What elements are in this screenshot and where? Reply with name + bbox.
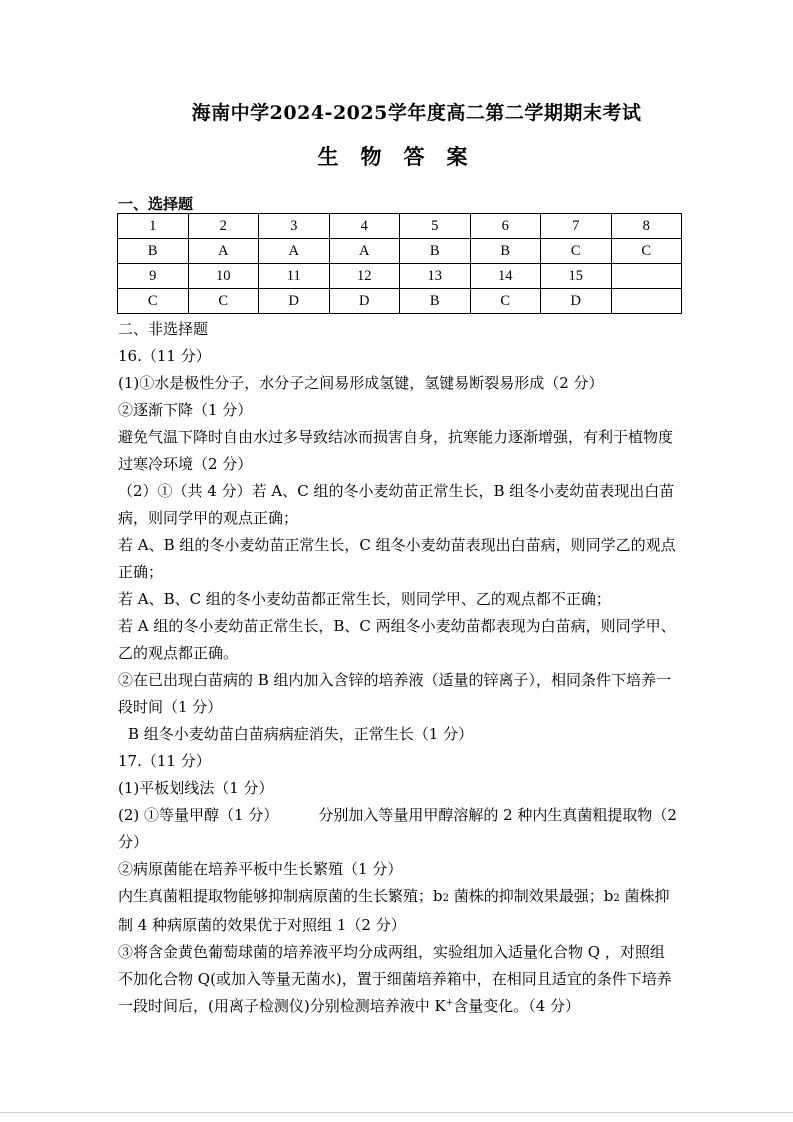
table-cell: C — [118, 289, 189, 314]
page-subtitle: 生物答案 — [317, 144, 490, 169]
q17-line: (1)平板划线法（1 分） — [118, 779, 274, 797]
q16-line: （2）①（共 4 分）若 A、C 组的冬小麦幼苗正常生长，B 组冬小麦幼苗表现出白苗病，则同学甲的观点正确； — [118, 482, 675, 527]
q17-part2-b: 分别加入等量用甲醇溶解的 2 种内生真菌粗提取物（2 分） — [118, 806, 677, 851]
q17-line: ②病原菌能在培养平板中生长繁殖（1 分） — [118, 860, 403, 878]
table-cell: 13 — [400, 264, 471, 289]
table-cell: B — [400, 239, 471, 264]
q17-line — [118, 802, 678, 856]
table-cell — [611, 264, 682, 289]
table-cell: C — [541, 239, 612, 264]
table-row — [118, 239, 682, 264]
table-cell: 1 — [118, 214, 189, 239]
table-cell: D — [541, 289, 612, 314]
q16-line: 避免气温下降时自由水过多导致结冰而损害自身，抗寒能力逐渐增强，有利于植物度过寒冷环境（2 分） — [118, 428, 674, 473]
q16-line: (1)①水是极性分子，水分子之间易形成氢键，氢键易断裂易形成（2 分） — [118, 374, 604, 392]
table-cell: 11 — [259, 264, 330, 289]
q17-text: ③将含金黄色葡萄球菌的培养液平均分成两组，实验组加入适量化合物 Q ，对照组不加化合物 Q(或加入等量无菌水)，置于细菌培养箱中，在相同且适宜的条件下培养一段时间后，(用离子检测仪)分别检测培养液中 K — [118, 943, 672, 1015]
table-cell: B — [470, 239, 541, 264]
table-cell: 9 — [118, 264, 189, 289]
table-cell: B — [118, 239, 189, 264]
subscript: 2 — [613, 893, 620, 904]
q17-part2-a: (2) ①等量甲醇（1 分） — [118, 806, 279, 824]
table-cell: 4 — [329, 214, 400, 239]
table-cell: 8 — [611, 214, 682, 239]
q17-line — [118, 939, 678, 1020]
table-cell: 12 — [329, 264, 400, 289]
table-cell: 7 — [541, 214, 612, 239]
table-cell: A — [259, 239, 330, 264]
table-cell: 10 — [188, 264, 259, 289]
q17-text: 内生真菌粗提取物能够抑制病原菌的生长繁殖；b — [118, 887, 443, 905]
table-cell: A — [188, 239, 259, 264]
q16-heading: 16.（11 分） — [118, 347, 211, 365]
choice-answer-table — [117, 213, 682, 314]
q17-text: 菌株的抑制效果最强；b — [448, 887, 614, 905]
q16-line: ②逐渐下降（1 分） — [118, 401, 253, 419]
table-cell: A — [329, 239, 400, 264]
page-title: 海南中学2024-2025学年度高二第二学期期末考试 — [191, 102, 642, 124]
table-cell: 3 — [259, 214, 330, 239]
table-cell: C — [470, 289, 541, 314]
table-cell: 5 — [400, 214, 471, 239]
table-cell: B — [400, 289, 471, 314]
section-choice-heading: 一、选择题 — [118, 195, 194, 213]
q16-line: 若 A 组的冬小麦幼苗正常生长，B、C 两组冬小麦幼苗都表现为白苗病，则同学甲、乙的观点都正确。 — [118, 617, 676, 662]
table-row — [118, 264, 682, 289]
table-cell: C — [188, 289, 259, 314]
table-cell: D — [259, 289, 330, 314]
q17-text: 含量变化。（4 分） — [453, 997, 581, 1015]
table-cell: 14 — [470, 264, 541, 289]
table-cell — [611, 289, 682, 314]
table-cell: D — [329, 289, 400, 314]
table-row — [118, 289, 682, 314]
table-cell: C — [611, 239, 682, 264]
q16-line: ②在已出现白苗病的 B 组内加入含锌的培养液（适量的锌离子），相同条件下培养一段时间（1 分） — [118, 671, 672, 716]
q16-line: 若 A、B、C 组的冬小麦幼苗都正常生长，则同学甲、乙的观点都不正确； — [118, 590, 611, 608]
page-bottom-divider — [0, 1112, 793, 1113]
q17-heading: 17.（11 分） — [118, 752, 211, 770]
section-nonchoice-heading: 二、非选择题 — [118, 320, 209, 338]
q16-line: B 组冬小麦幼苗白苗病病症消失，正常生长（1 分） — [128, 725, 474, 743]
table-cell: 2 — [188, 214, 259, 239]
table-row — [118, 214, 682, 239]
superscript: + — [445, 998, 454, 1008]
q17-line — [118, 883, 678, 939]
non-choice-answers — [118, 316, 678, 1020]
q16-line: 若 A、B 组的冬小麦幼苗正常生长，C 组冬小麦幼苗表现出白苗病，则同学乙的观点正确； — [118, 536, 676, 581]
table-cell: 15 — [541, 264, 612, 289]
table-cell: 6 — [470, 214, 541, 239]
subscript: 2 — [442, 893, 449, 904]
q17-text: 菌株抑制 4 种病原菌的效果优于对照组 1（2 分） — [118, 887, 670, 934]
